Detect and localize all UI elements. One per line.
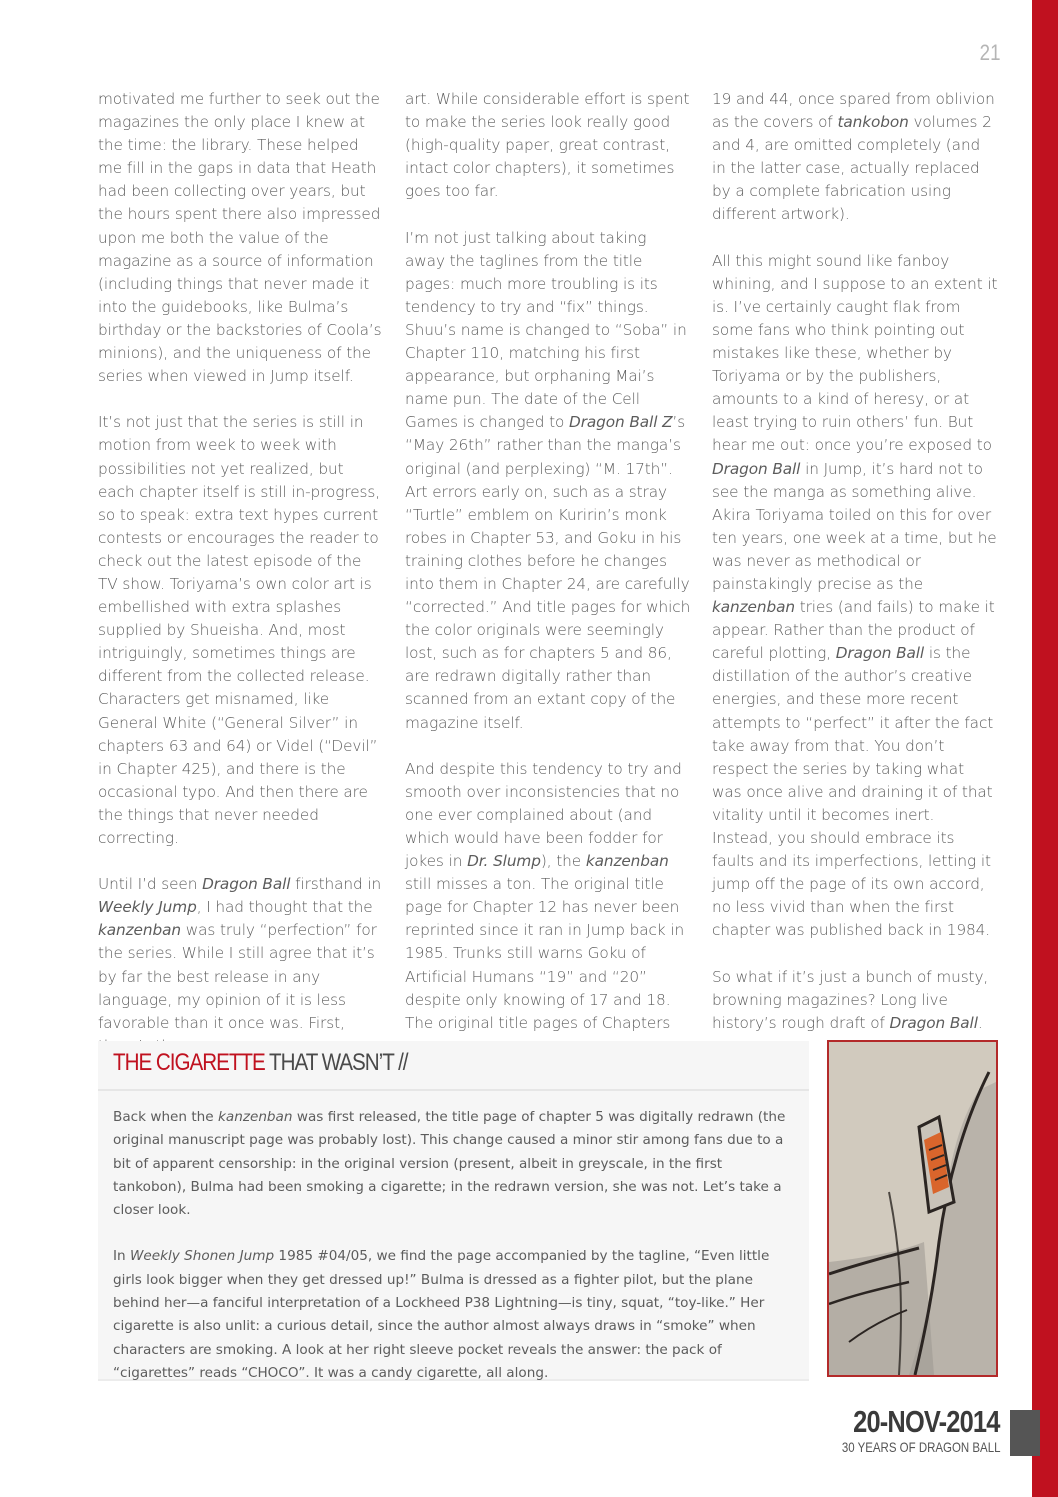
article-column-1 (98, 88, 384, 1081)
paragraph: 19 and 44, once spared from oblivion as the covers of tankobon volumes 2 and 4, are omitted completely (and in the latter case, actually replaced by a complete fabrication using different artwork). (712, 90, 995, 224)
sidebar-box (98, 1041, 809, 1381)
article-column-3 (712, 88, 998, 1058)
divider (98, 1089, 809, 1091)
article-column-2 (405, 88, 691, 1058)
sidebar-title: THE CIGARETTE THAT WASN’T // (113, 1049, 408, 1076)
paragraph: art. While considerable effort is spent to make the series look really good (high-quality paper, great contrast, intact color chapters), it sometimes goes too far. (405, 90, 690, 201)
paragraph: motivated me further to seek out the magazines the only place I knew at the time: the library. These helped me fill in the gaps in data that Heath had been collecting over years, but the hours spent there also impressed upon me both the value of the magazine as a source of information (including things that never made it into the guidebooks, like Bulma’s birthday or the backstories of Coola’s minions), and the uniqueness of the series when viewed in Jump itself. (98, 90, 382, 386)
paragraph: All this might sound like fanboy whining, and I suppose to an extent it is. I’ve certainly caught flak from some fans who think pointing out mistakes like these, whether by Toriyama or by the publishers, amounts to a kind of heresy, or at least trying to ruin others’ fun. But hear me out: once you’re exposed to Dragon Ball in Jump, it’s hard not to see the manga as something alive. Akira Toriyama toiled on this for over ten years, one week at a time, but he was never as methodical or painstakingly precise as the kanzenban tries (and fails) to make it appear. Rather than the product of careful plotting, Dragon Ball is the distillation of the author’s creative energies, and these more recent attempts to “perfect” it after the fact take away from that. You don’t respect the series by taking what was once alive and draining it of that vitality until it becomes inert. Instead, you should embrace its faults and its imperfections, letting it jump off the page of its own accord, no less vivid than when the first chapter was published back in 1984. (712, 251, 998, 940)
paragraph: Back when the kanzenban was first released, the title page of chapter 5 was digitally redrawn (the original manuscript page was probably lost). This change caused a minor stir among fans due to a bit of apparent censorship: in the original version (present, albeit in greyscale, in the first tankobon), Bulma had been smoking a cigarette; in the redrawn version, she was not. Let’s take a closer look. (113, 1109, 786, 1219)
paragraph: So what if it’s just a bunch of musty, browning magazines? Long live history’s rough draft of Dragon Ball. (712, 967, 989, 1032)
paragraph: It’s not just that the series is still in motion from week to week with possibilities not yet realized, but each chapter itself is still in-progress, so to speak: extra text hypes current contests or encourages the reader to check out the latest episode of the TV show. Toriyama’s own color art is embellished with extra splashes supplied by Shueisha. And, most intriguingly, sometimes things are different from the collected release. Characters get misnamed, like General White (“General Silver” in chapters 63 and 64) or Videl (“Devil” in Chapter 425), and there is the occasional typo. And then there are the things that never needed correcting. (98, 413, 381, 847)
paragraph: In Weekly Shonen Jump 1985 #04/05, we find the page accompanied by the tagline, “Even little girls look bigger when they get dressed up!” Bulma is dressed as a fighter pilot, but the plane behind her—a fanciful interpretation of a Lockheed P38 Lightning—is tiny, squat, “toy-like.” Her cigarette is also unlit: a curious detail, since the author almost always draws in “smoke” when characters are smoking. A look at her right sleeve pocket reveals the answer: the pack of “cigarettes” reads “CHOCO”. It was a candy cigarette, all along. (113, 1248, 770, 1381)
edge-accent-bar (1032, 0, 1058, 1497)
page-number: 21 (979, 40, 1000, 65)
sidebar-body (113, 1106, 798, 1408)
manga-detail-photo (827, 1040, 998, 1377)
paragraph: And despite this tendency to try and smooth over inconsistencies that no one ever complained about (and which would have been fodder for jokes in Dr. Slump), the kanzenban still misses a ton. The original title page for Chapter 12 has never been reprinted since it ran in Jump back in 1985. Trunks still warns Goku of Artificial Humans “19” and “20” despite only knowing of 17 and 18. The original title pages of Chapters (405, 759, 685, 1032)
photo-illustration (829, 1042, 996, 1375)
paragraph: Until I’d seen Dragon Ball firsthand in Weekly Jump, I had thought that the kanzenban was truly “perfection” for the series. While I still agree that it’s by far the best release in any language, my opinion of it is less favorable than it once was. First, (98, 875, 382, 1032)
paragraph: I’m not just talking about taking away the taglines from the title pages: much more troubling is its tendency to try and “fix” things. Shuu’s name is changed to “Soba” in Chapter 110, matching his first appearance, but orphaning Mai’s name pun. The date of the Cell Games is changed to Dragon Ball Z’s “May 26th” rather than the manga’s original (and perplexing) “M. 17th”. Art errors early on, such as a stray “Turtle” emblem on Kuririn’s monk robes in Chapter 53, and Goku in his training clothes before he changes into them in Chapter 24, are carefully “corrected.” And title pages for which the color originals were seemingly lost, such as for chapters 5 and 86, are redrawn digitally rather than scanned from an extant copy of the magazine itself. (405, 228, 691, 732)
issue-date: 20-NOV-2014 (853, 1404, 1000, 1439)
issue-subtitle: 30 YEARS OF DRAGON BALL (841, 1439, 1000, 1455)
footer-accent-block (1010, 1410, 1040, 1456)
